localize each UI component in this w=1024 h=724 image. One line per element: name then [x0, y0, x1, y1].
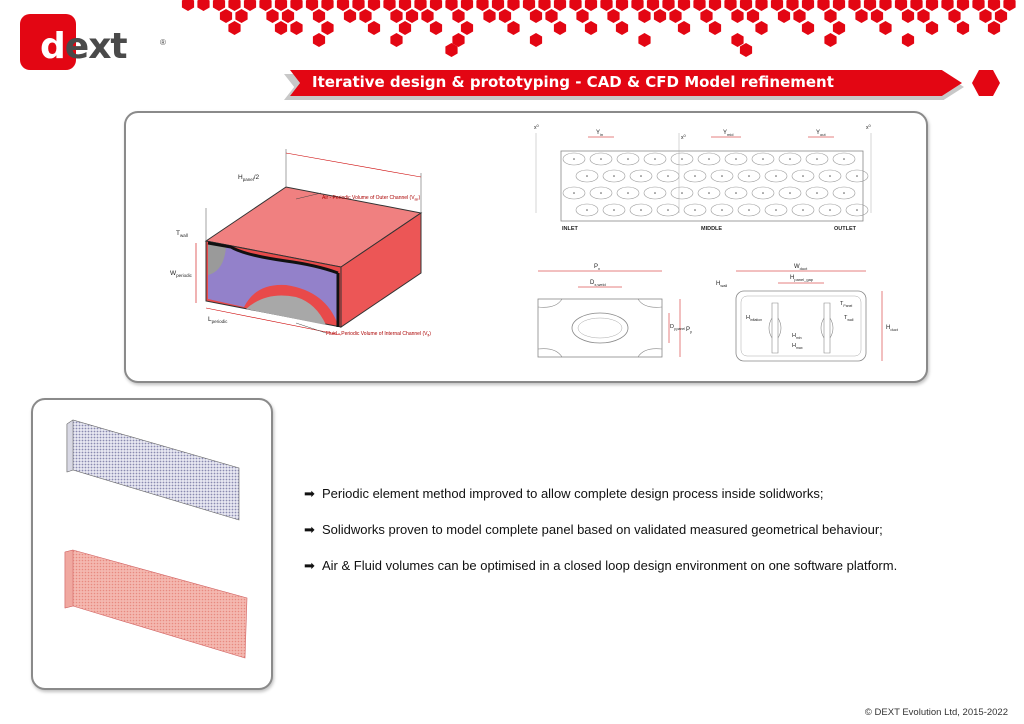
hexagon-icon: [282, 9, 294, 23]
hexagon-icon: [817, 0, 829, 11]
hexagon-icon: [197, 0, 209, 11]
hexagon-icon: [344, 9, 356, 23]
arrow-icon: ➡: [304, 522, 315, 537]
weld-center-dot: [600, 192, 602, 194]
hexagon-icon: [848, 0, 860, 11]
hexagon-icon: [545, 9, 557, 23]
hexagon-icon: [461, 0, 473, 11]
outlet-label: OUTLET: [834, 226, 856, 232]
hexagon-icon: [700, 9, 712, 23]
periodic-cell-detail: [538, 264, 692, 357]
arrow-icon: ➡: [304, 486, 315, 501]
hexagon-icon: [492, 0, 504, 11]
hexagon-icon: [917, 9, 929, 23]
hexagon-icon: [988, 21, 1000, 35]
hexagon-icon: [778, 9, 790, 23]
weld-center-dot: [816, 158, 818, 160]
hexagon-icon: [995, 9, 1007, 23]
weld-center-dot: [654, 158, 656, 160]
weld-center-dot: [667, 209, 669, 211]
hexagon-icon: [554, 21, 566, 35]
hexagon-icon: [290, 0, 302, 11]
hexagon-icon: [724, 0, 736, 11]
weld-center-dot: [573, 192, 575, 194]
hexagon-icon: [507, 21, 519, 35]
arrow-icon: ➡: [304, 558, 315, 573]
hexagon-icon: [802, 0, 814, 11]
hexagon-icon: [530, 33, 542, 47]
hexagon-icon: [321, 21, 333, 35]
weld-center-dot: [802, 209, 804, 211]
hexagon-icon: [499, 9, 511, 23]
bullet-text: Solidworks proven to model complete panel based on validated measured geometrical behaviour;: [322, 522, 883, 537]
hexagon-icon: [461, 21, 473, 35]
weld-center-dot: [735, 192, 737, 194]
hexagon-icon: [631, 0, 643, 11]
hexagon-icon: [414, 0, 426, 11]
weld-center-dot: [856, 175, 858, 177]
y-in-label: $Y_{in}$: [596, 130, 604, 137]
weld-center-dot: [816, 192, 818, 194]
weld-center-dot: [613, 209, 615, 211]
weld-center-dot: [681, 158, 683, 160]
hexagon-icon: [607, 9, 619, 23]
hexagon-icon: [266, 9, 278, 23]
hexagon-icon: [793, 9, 805, 23]
weld-center-dot: [721, 175, 723, 177]
t-wall-duct-label: $T_{wall}$: [844, 315, 854, 322]
weld-center-dot: [721, 209, 723, 211]
hexagon-icon: [926, 0, 938, 11]
hexagon-icon: [678, 0, 690, 11]
hexagon-icon: [786, 0, 798, 11]
weld-center-dot: [748, 209, 750, 211]
list-item: [304, 486, 1004, 502]
hexagon-icon: [747, 9, 759, 23]
l-periodic-label: $L_{periodic}$: [208, 316, 228, 324]
weld-center-dot: [735, 158, 737, 160]
hexagon-icon: [182, 0, 194, 11]
hexagon-icon: [678, 21, 690, 35]
weld-center-dot: [627, 192, 629, 194]
hexagon-icon: [421, 9, 433, 23]
svg-text:x0: $x^0$: [681, 133, 686, 141]
bullet-text: Periodic element method improved to allow complete design process inside solidworks;: [322, 486, 824, 501]
weld-center-dot: [586, 209, 588, 211]
h-max-label: $H_{max}$: [792, 343, 803, 350]
cad-diagram-panel: [124, 111, 928, 383]
hexagon-icon: [390, 9, 402, 23]
hexagon-icon: [972, 0, 984, 11]
svg-text:x0: $x^0$: [534, 123, 539, 131]
hexagon-icon: [731, 9, 743, 23]
hexagon-icon: [988, 0, 1000, 11]
panel-renders: [33, 400, 271, 688]
page-title: Iterative design & prototyping - CAD & CFD Model refinement: [312, 73, 834, 91]
hexagon-icon: [235, 9, 247, 23]
hexagon-pattern-decoration: [180, 0, 1024, 60]
hexagon-icon: [554, 0, 566, 11]
hexagon-icon: [576, 9, 588, 23]
weld-center-dot: [613, 175, 615, 177]
h-inflation-label: $H_{inflation}$: [746, 315, 763, 322]
d-xweld-label: $D_{x,weld}$: [590, 280, 606, 287]
weld-center-dot: [762, 192, 764, 194]
hexagon-icon: [895, 0, 907, 11]
weld-center-dot: [627, 158, 629, 160]
weld-center-dot: [762, 158, 764, 160]
hexagon-icon: [538, 0, 550, 11]
hexagon-icon: [957, 0, 969, 11]
hexagon-icon: [669, 9, 681, 23]
hexagon-icon: [662, 0, 674, 11]
hexagon-icon: [507, 0, 519, 11]
hexagon-icon: [647, 0, 659, 11]
weld-center-dot: [775, 209, 777, 211]
hexagon-icon: [864, 0, 876, 11]
hexagon-icon: [569, 0, 581, 11]
hexagon-icon: [313, 9, 325, 23]
hexagon-icon: [638, 9, 650, 23]
hexagon-icon: [771, 0, 783, 11]
hexagon-icon: [616, 0, 628, 11]
weld-center-dot: [802, 175, 804, 177]
weld-center-dot: [694, 175, 696, 177]
hexagon-icon: [879, 0, 891, 11]
hexagon-icon: [321, 0, 333, 11]
t-panel-label: $T_{Panel}$: [840, 301, 853, 308]
hexagon-icon: [523, 0, 535, 11]
hexagon-icon: [359, 9, 371, 23]
svg-text:x0: $x^0$: [866, 123, 871, 131]
hexagon-icon: [902, 33, 914, 47]
panel-flow-schematic: [534, 123, 872, 232]
hexagon-icon: [731, 33, 743, 47]
hexagon-icon: [476, 0, 488, 11]
hexagon-icon: [1003, 0, 1015, 11]
list-item: [304, 522, 1004, 538]
copyright-footer: © DEXT Evolution Ltd, 2015-2022: [864, 707, 1008, 718]
weld-center-dot: [640, 209, 642, 211]
weld-center-dot: [775, 175, 777, 177]
list-item: [304, 558, 1004, 574]
hexagon-icon: [855, 9, 867, 23]
solidworks-panel-model: [67, 420, 239, 520]
hexagon-icon: [213, 0, 225, 11]
h-panel-gap-label: $H_{panel\_gap}$: [790, 275, 814, 282]
hexagon-icon: [390, 33, 402, 47]
hexagon-icon: [902, 9, 914, 23]
hexagon-icon: [445, 0, 457, 11]
hexagon-icon: [368, 21, 380, 35]
hexagon-icon: [654, 9, 666, 23]
bullet-text: Air & Fluid volumes can be optimised in a closed loop design environment on one software platform.: [322, 558, 898, 573]
p-y-label: $P_y$: [686, 327, 693, 334]
hexagon-icon: [616, 21, 628, 35]
weld-center-dot: [829, 175, 831, 177]
weld-center-dot: [843, 158, 845, 160]
hexagon-icon: [244, 0, 256, 11]
weld-center-dot: [694, 209, 696, 211]
weld-center-dot: [654, 192, 656, 194]
hexagon-icon: [530, 9, 542, 23]
weld-center-dot: [681, 192, 683, 194]
y-out-label: $Y_{out}$: [816, 130, 826, 137]
t-wall-label: $T_{wall}$: [176, 230, 188, 238]
hexagon-icon: [275, 0, 287, 11]
hexagon-icon: [740, 43, 752, 57]
h-wall-label: $H_{wall}$: [716, 281, 728, 288]
y-mid-label: $Y_{mid}$: [723, 130, 734, 137]
air-volume-label: Air - Periodic Volume of Outer Channel $(V_{air})$: [322, 195, 421, 202]
weld-center-dot: [829, 209, 831, 211]
hexagon-icon: [910, 0, 922, 11]
fluid-volume-label: Fluid - Periodic Volume of Internal Channel $(V_{fl})$: [326, 331, 431, 338]
weld-center-dot: [748, 175, 750, 177]
middle-label: MIDDLE: [701, 226, 723, 232]
registered-mark: ®: [160, 38, 166, 47]
inlet-label: INLET: [562, 226, 578, 232]
hexagon-icon: [228, 21, 240, 35]
hexagon-icon: [948, 9, 960, 23]
hexagon-icon: [399, 0, 411, 11]
hexagon-icon: [802, 21, 814, 35]
h-panel-label: $H_{panel}/2$: [238, 174, 260, 182]
bullet-list: [304, 486, 1004, 594]
periodic-element-3d-view: [170, 149, 431, 338]
hexagon-icon: [740, 0, 752, 11]
h-min-label: $H_{min}$: [792, 333, 802, 340]
hexagon-icon: [833, 0, 845, 11]
title-hexagon-icon: [972, 70, 1000, 96]
weld-center-dot: [600, 158, 602, 160]
hexagon-icon: [337, 0, 349, 11]
hexagon-icon: [259, 0, 271, 11]
weld-center-dot: [573, 158, 575, 160]
hexagon-icon: [368, 0, 380, 11]
hexagon-icon: [383, 0, 395, 11]
cad-diagram-canvas: [126, 113, 926, 381]
hexagon-icon: [693, 0, 705, 11]
duct-cross-section-detail: [716, 264, 899, 361]
d-ypanel-label: $D_{y,panel}$: [670, 324, 686, 331]
hexagon-icon: [871, 9, 883, 23]
hexagon-icon: [824, 9, 836, 23]
hexagon-icon: [585, 21, 597, 35]
weld-center-dot: [708, 192, 710, 194]
hexagon-icon: [430, 0, 442, 11]
hexagon-icon: [306, 0, 318, 11]
hexagon-icon: [600, 0, 612, 11]
hexagon-icon: [352, 0, 364, 11]
hexagon-icon: [926, 21, 938, 35]
weld-center-dot: [640, 175, 642, 177]
hexagon-icon: [979, 9, 991, 23]
weld-center-dot: [789, 158, 791, 160]
hexagon-icon: [638, 33, 650, 47]
hexagon-icon: [406, 9, 418, 23]
h-duct-label: $H_{duct}$: [886, 325, 898, 332]
hexagon-icon: [957, 21, 969, 35]
hexagon-icon: [220, 9, 232, 23]
weld-center-dot: [856, 209, 858, 211]
hexagon-icon: [585, 0, 597, 11]
hexagon-icon: [879, 21, 891, 35]
dext-logo: dext: [40, 26, 127, 67]
p-x-label: $P_x$: [594, 264, 601, 271]
hexagon-icon: [313, 33, 325, 47]
hexagon-icon: [430, 21, 442, 35]
hexagon-icon: [709, 0, 721, 11]
hexagon-icon: [833, 21, 845, 35]
hexagon-icon: [824, 33, 836, 47]
weld-center-dot: [708, 158, 710, 160]
hexagon-icon: [399, 21, 411, 35]
hexagon-icon: [941, 0, 953, 11]
hexagon-icon: [275, 21, 287, 35]
weld-center-dot: [586, 175, 588, 177]
w-periodic-label: $W_{periodic}$: [170, 270, 192, 278]
weld-center-dot: [789, 192, 791, 194]
hexagon-icon: [755, 0, 767, 11]
hexagon-icon: [709, 21, 721, 35]
weld-center-dot: [843, 192, 845, 194]
hexagon-icon: [755, 21, 767, 35]
hexagon-icon: [452, 9, 464, 23]
w-duct-label: $W_{duct}$: [794, 264, 808, 271]
cfd-volume-model: [65, 550, 247, 658]
hexagon-icon: [290, 21, 302, 35]
weld-center-dot: [667, 175, 669, 177]
panel-render-box: [31, 398, 273, 690]
hexagon-icon: [228, 0, 240, 11]
hexagon-icon: [483, 9, 495, 23]
